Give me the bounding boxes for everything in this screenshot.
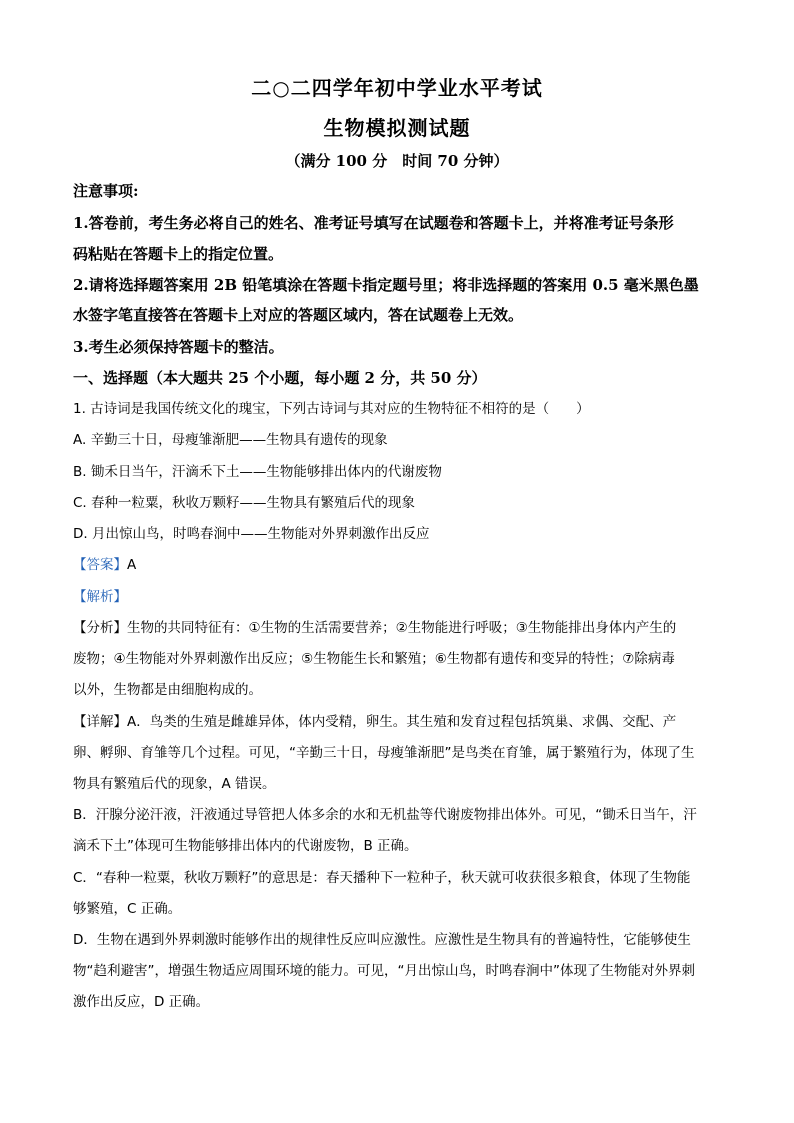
detail-c-line-2: 够繁殖，C 正确。 [73,901,182,917]
analysis-tag: 【解析】 [73,589,127,605]
fenxi-text-1: 生物的共同特征有：①生物的生活需要营养；②生物能进行呼吸；③生物能排出身体内产生的 [127,620,677,636]
detail-c-line-1: C．“春种一粒粟，秋收万颗籽”的意思是：春天播种下一粒种子，秋天就可收获很多粮食，体现了生物能 [73,870,691,886]
question-1-option-d: D. 月出惊山鸟，时鸣春涧中——生物能对外界刺激作出反应 [73,526,430,542]
question-1-stem: 1. 古诗词是我国传统文化的瑰宝，下列古诗词与其对应的生物特征不相符的是（ ） [73,401,590,417]
exam-title: 二○二四学年初中学业水平考试 [251,76,543,100]
section-heading: 一、选择题（本大题共 25 个小题，每小题 2 分，共 50 分） [73,369,487,387]
question-1-option-c: C. 春种一粒粟，秋收万颗籽——生物具有繁殖后代的现象 [73,495,416,511]
detail-b-line-2: 滴禾下土”体现可生物能够排出体内的代谢废物，B 正确。 [73,838,418,854]
detail-a-line-1 [73,711,723,733]
notice-item-1-line-1: 1.答卷前，考生务必将自己的姓名、准考证号填写在试题卷和答题卡上，并将准考证号条形 [73,214,674,232]
detail-d-line-2: 物“趋利避害”，增强生物适应周围环境的能力。可见，“月出惊山鸟，时鸣春涧中”体现了生物能对外界刺 [73,963,695,979]
fenxi-line-3: 以外，生物都是由细胞构成的。 [73,682,262,698]
exam-subtitle: 生物模拟测试题 [323,116,471,140]
detail-b-line-1: B．汗腺分泌汗液，汗液通过导管把人体多余的水和无机盐等代谢废物排出体外。可见，“锄禾日当午，汗 [73,807,697,823]
score-time-info: （满分 100 分 时间 70 分钟） [285,152,509,170]
answer-value: A [127,557,137,573]
question-1-option-b: B. 锄禾日当午，汗滴禾下土——生物能够排出体内的代谢废物 [73,464,442,480]
notice-item-2-line-2: 水签字笔直接答在答题卡上对应的答题区域内，答在试题卷上无效。 [73,306,524,324]
detail-a-line-3: 物具有繁殖后代的现象，A 错误。 [73,776,276,792]
notice-item-2-line-1: 2.请将选择题答案用 2B 铅笔填涂在答题卡指定题号里；将非选择题的答案用 0.5 毫米黑色墨 [73,276,699,294]
detail-a-line-2: 卵、孵卵、育雏等几个过程。可见，“辛勤三十日，母瘦雏渐肥”是鸟类在育雏，属于繁殖行为，体现了生 [73,745,695,761]
answer-row [73,554,723,576]
detail-a-text-1: A．鸟类的生殖是雌雄异体，体内受精，卵生。其生殖和发育过程包括筑巢、求偶、交配、产 [127,714,677,730]
detail-d-line-3: 激作出反应，D 正确。 [73,994,210,1010]
question-1-option-a: A. 辛勤三十日，母瘦雏渐肥——生物具有遗传的现象 [73,432,388,448]
notice-item-3: 3.考生必须保持答题卡的整洁。 [73,338,284,356]
answer-tag: 【答案】 [73,557,127,573]
fenxi-line-1 [73,617,723,639]
xiangjie-tag: 【详解】 [73,714,127,730]
fenxi-tag: 【分析】 [73,620,127,636]
notice-item-1-line-2: 码粘贴在答题卡上的指定位置。 [73,245,284,263]
notice-heading: 注意事项: [73,182,139,200]
fenxi-line-2: 废物；④生物能对外界刺激作出反应；⑤生物能生长和繁殖；⑥生物都有遗传和变异的特性；⑦除病毒 [73,651,675,667]
detail-d-line-1: D．生物在遇到外界刺激时能够作出的规律性反应叫应激性。应激性是生物具有的普遍特性，它能够使生 [73,932,691,948]
